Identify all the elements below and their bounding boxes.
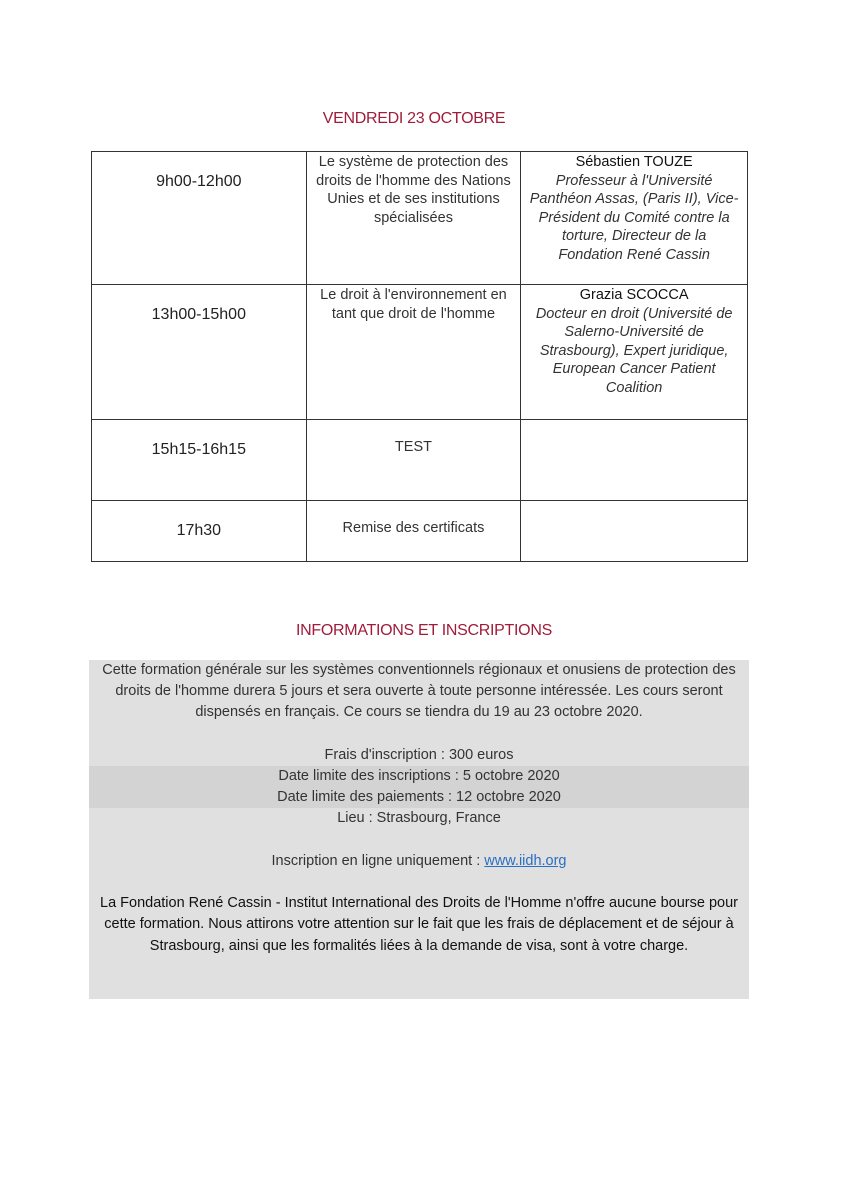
online-registration-label: Inscription en ligne uniquement : — [271, 852, 485, 869]
speaker-role: Professeur à l'Université Panthéon Assas, (Paris II), Vice-Président du Comité contre la torture, Directeur de la Fondation René Cassin — [529, 172, 739, 263]
table-row — [92, 501, 748, 562]
session-topic: Le système de protection des droits de l'homme des Nations Unies et de ses institutions spécialisées — [316, 154, 511, 226]
session-topic: TEST — [394, 439, 432, 455]
topic-cell — [306, 285, 521, 420]
time-cell — [92, 285, 307, 420]
course-description: Cette formation générale sur les systèmes conventionnels régionaux et onusiens de protection des droits de l'homme durera 5 jours et sera ouverte à toute personne intéressée. Les cours seront dispensés en français. Ce cours se tiendra du 19 au 23 octobre 2020. — [102, 662, 736, 721]
topic-cell — [306, 152, 521, 285]
online-registration — [89, 851, 749, 872]
schedule-table — [91, 151, 748, 562]
website-link[interactable]: www.iidh.org — [484, 852, 567, 869]
table-row — [92, 152, 748, 285]
speaker-name: Grazia SCOCCA — [579, 287, 689, 303]
location: Lieu : Strasbourg, France — [337, 810, 501, 827]
session-topic: Remise des certificats — [342, 520, 485, 536]
registration-deadline: Date limite des inscriptions : 5 octobre 2020 — [89, 766, 749, 787]
info-title: INFORMATIONS ET INSCRIPTIONS — [296, 622, 552, 639]
speaker-role: Docteur en droit (Université de Salerno-Université de Strasbourg), Expert juridique, European Cancer Patient Coalition — [535, 305, 733, 396]
table-row — [92, 285, 748, 420]
scholarship-note: La Fondation René Cassin - Institut International des Droits de l'Homme n'offre aucune bourse pour cette formation. Nous attirons votre attention sur le fait que les frais de déplacement et de séjour à Strasbourg, ainsi que les formalités liées à la demande de visa, sont à votre charge. — [100, 895, 738, 954]
speaker-cell — [521, 420, 748, 501]
topic-cell — [306, 501, 521, 562]
time-cell — [92, 152, 307, 285]
topic-cell — [306, 420, 521, 501]
info-box — [89, 660, 749, 999]
speaker-cell — [521, 152, 748, 285]
schedule-title: VENDREDI 23 OCTOBRE — [322, 110, 506, 127]
time-cell — [92, 420, 307, 501]
time-slot: 17h30 — [176, 522, 222, 539]
time-slot: 13h00-15h00 — [151, 306, 246, 323]
speaker-name: Sébastien TOUZE — [575, 154, 693, 170]
payment-deadline: Date limite des paiements : 12 octobre 2020 — [89, 787, 749, 808]
table-row — [92, 420, 748, 501]
session-topic: Le droit à l'environnement en tant que droit de l'homme — [320, 287, 507, 322]
registration-fees: Frais d'inscription : 300 euros — [324, 746, 514, 763]
time-slot: 9h00-12h00 — [156, 173, 242, 190]
speaker-cell — [521, 501, 748, 562]
speaker-cell — [521, 285, 748, 420]
time-cell — [92, 501, 307, 562]
time-slot: 15h15-16h15 — [151, 441, 246, 458]
